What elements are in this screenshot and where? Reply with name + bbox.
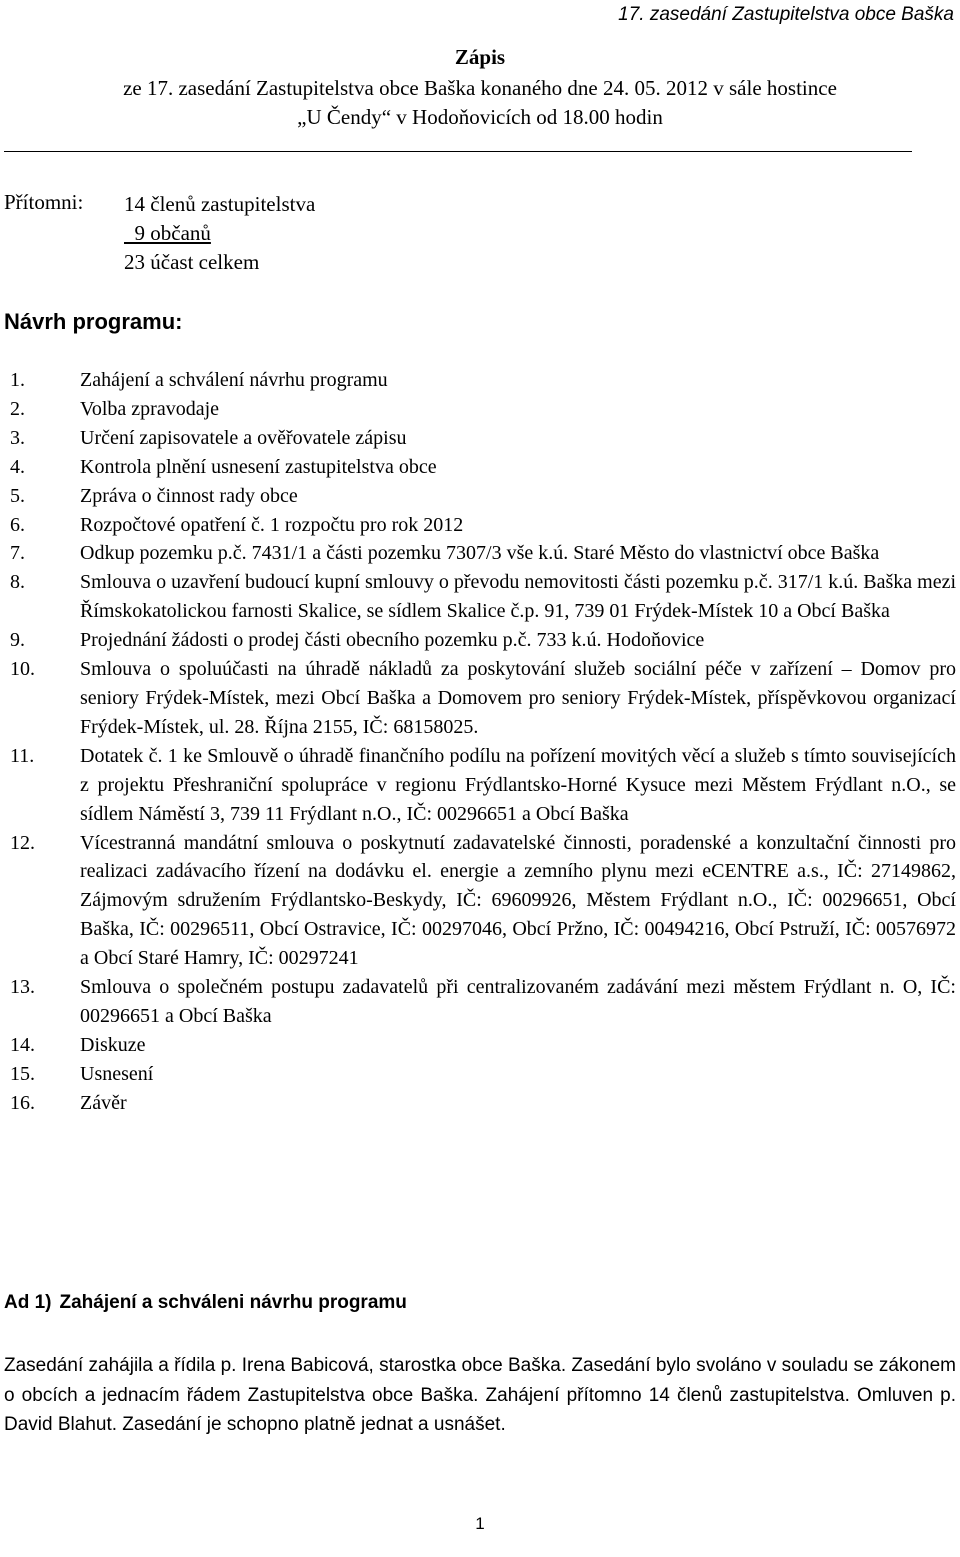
document-subtitle: [0, 74, 960, 132]
document-title: Zápis: [454, 45, 506, 69]
item-number: 13.: [10, 976, 35, 999]
subtitle-line: ze 17. zasedání Zastupitelstva obce Baška konaného dne 24. 05. 2012 v sále hostince: [123, 76, 837, 100]
section-title: Zahájení a schváleni návrhu programu: [59, 1292, 407, 1313]
item-text: Projednání žádosti o prodej části obecního pozemku p.č. 733 k.ú. Hodoňovice: [80, 629, 705, 652]
program-item: [4, 829, 956, 974]
program-list: [4, 366, 956, 1118]
item-number: 2.: [10, 397, 25, 420]
item-text: Dotatek č. 1 ke Smlouvě o úhradě finančního podílu na pořízení movitých věcí a služeb s tímto souvisejících z projektu Přeshraniční spolupráce v regionu Frýdlantsko-Horné Kysuce mezi Městem Frýdlant n.O., se sídlem Náměstí 3, 739 11 Frýdlant n.O., IČ: 00296651 a Obcí Baška: [80, 744, 956, 825]
item-number: 6.: [10, 513, 25, 536]
item-text: Smlouva o uzavření budoucí kupní smlouvy o převodu nemovitosti části pozemku p.č. 317/1 k.ú. Baška mezi Římskokatolickou farnosti Skalice, se sídlem Skalice č.p. 91, 739 01 Frýdek-Místek 10 a Obcí Baška: [80, 571, 956, 623]
program-item: [4, 1089, 956, 1118]
item-number: 4.: [10, 455, 25, 478]
section-label: Ad 1): [4, 1292, 52, 1313]
program-item: [4, 973, 956, 1031]
item-number: 14.: [10, 1033, 35, 1056]
program-item: [4, 1060, 956, 1089]
item-number: 11.: [10, 744, 35, 767]
program-item: [4, 626, 956, 655]
item-number: 7.: [10, 542, 25, 565]
program-heading: Návrh programu:: [4, 309, 183, 334]
program-item: [4, 655, 956, 742]
item-number: 12.: [10, 831, 35, 854]
item-text: Rozpočtové opatření č. 1 rozpočtu pro rok 2012: [80, 513, 464, 536]
program-item: [4, 568, 956, 626]
program-item: [4, 482, 956, 511]
attendance-citizens: 9 občanů: [124, 221, 211, 245]
item-text: Odkup pozemku p.č. 7431/1 a části pozemku 7307/3 vše k.ú. Staré Město do vlastnictví obce Baška: [80, 542, 880, 565]
header-divider: [4, 151, 912, 152]
program-item: [4, 366, 956, 395]
section-paragraph: Zasedání zahájila a řídila p. Irena Babicová, starostka obce Baška. Zasedání bylo svoláno v souladu se zákonem o obcích a jednacím řádem Zastupitelstva obce Baška. Zahájení přítomno 14 členů zastupitelstva. Omluven p. David Blahut. Zasedání je schopno platně jednat a usnášet.: [4, 1355, 956, 1435]
program-item: [4, 453, 956, 482]
item-number: 9.: [10, 629, 25, 652]
item-text: Diskuze: [80, 1033, 146, 1056]
item-text: Smlouva o spoluúčasti na úhradě nákladů za poskytování služeb sociální péče v zařízení – Domov pro seniory Frýdek-Místek, mezi Obcí Baška a Domovem pro seniory Frýdek-Místek, příspěvkovou organizací Frýdek-Místek, ul. 28. Října 2155, IČ: 68158025.: [80, 658, 956, 738]
item-text: Smlouva o společném postupu zadavatelů při centralizovaném zadávání mezi městem Frýdlant n. O, IČ: 00296651 a Obcí Baška: [80, 976, 956, 1027]
program-item: [4, 511, 956, 540]
item-number: 3.: [10, 426, 25, 449]
program-item: [4, 395, 956, 424]
running-header: 17. zasedání Zastupitelstva obce Baška: [618, 4, 954, 25]
attendance-members: 14 členů zastupitelstva: [124, 192, 316, 216]
page-number: 1: [475, 1514, 485, 1533]
program-item: [4, 424, 956, 453]
item-text: Zahájení a schválení návrhu programu: [80, 369, 388, 391]
section-heading: [4, 1292, 407, 1314]
item-number: 16.: [10, 1091, 35, 1114]
item-number: 8.: [10, 571, 25, 594]
program-item: [4, 742, 956, 829]
item-text: Volba zpravodaje: [80, 397, 220, 420]
attendance-label: Přítomni:: [4, 190, 84, 214]
item-text: Vícestranná mandátní smlouva o poskytnutí zadavatelské činnosti, poradenské a konzultační činnosti pro realizaci zadávacího řízení na dodávku el. energie a zemního plynu mezi eCENTRE a.s., IČ: 27149862, Zájmovým sdružením Frýdlantsko-Beskydy, IČ: 69609926, Městem Frýdlant n.O., IČ: 00296651, Obcí Baška, IČ: 00296511, Obcí Ostravice, IČ: 00297046, Obcí Pržno, IČ: 00494216, Obcí Pstruží, IČ: 00576972 a Obcí Staré Hamry, IČ: 00297241: [80, 831, 956, 970]
item-number: 15.: [10, 1062, 35, 1085]
item-text: Zpráva o činnost rady obce: [80, 484, 298, 507]
program-item: [4, 539, 956, 568]
item-text: Kontrola plnění usnesení zastupitelstva obce: [80, 455, 437, 478]
item-text: Určení zapisovatele a ověřovatele zápisu: [80, 426, 407, 449]
item-number: 10.: [10, 658, 35, 681]
attendance-list: [124, 190, 315, 277]
item-text: Usnesení: [80, 1062, 154, 1085]
item-text: Závěr: [80, 1091, 127, 1114]
attendance-total: 23 účast celkem: [124, 250, 260, 274]
subtitle-line: „U Čendy“ v Hodoňovicích od 18.00 hodin: [297, 105, 663, 129]
program-item: [4, 1031, 956, 1060]
item-number: 5.: [10, 484, 25, 507]
item-number: 1.: [10, 369, 25, 391]
